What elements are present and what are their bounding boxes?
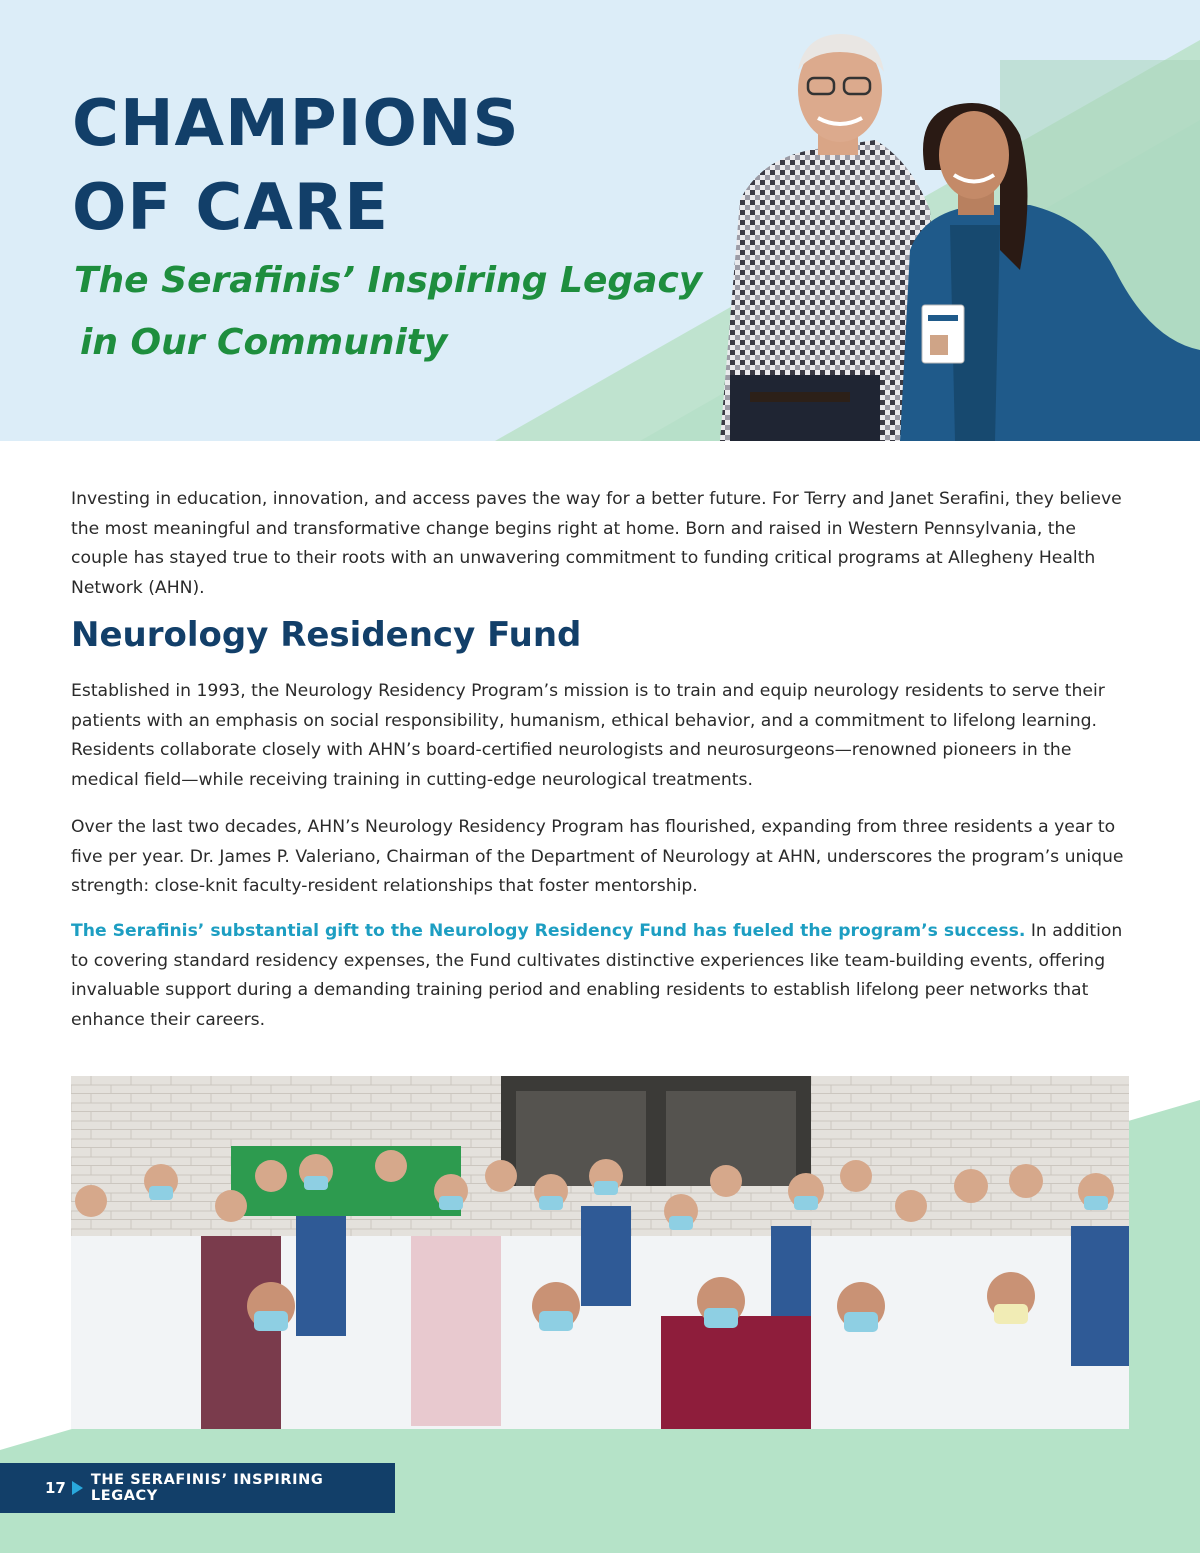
page-footer <box>0 1463 395 1513</box>
page-subtitle <box>74 250 702 374</box>
subtitle-line-1: The Serafinis’ Inspiring Legacy <box>74 260 703 301</box>
title-line-2: OF CARE <box>72 171 389 245</box>
section-paragraph-2: Over the last two decades, AHN’s Neurology Residency Program has flourished, expanding from three residents a year to five per year. Dr. James P. Valeriano, Chairman of the Department of Neurology at AHN, underscores the program’s unique strength: close-knit faculty-resident relationships that foster mentorship. <box>71 817 1124 896</box>
section-paragraph-3 <box>71 917 1131 1035</box>
footer-label: THE SERAFINIS’ INSPIRING LEGACY <box>90 1472 324 1504</box>
intro-paragraph: Investing in education, innovation, and access paves the way for a better future. For Terry and Janet Serafini, they believe the most meaningful and transformative change begins right at home. Born and raised in Western Pennsylvania, the couple has stayed true to their roots with an unwavering commitment to funding critical programs at Allegheny Health Network (AHN). <box>71 489 1122 598</box>
section-paragraph-1: Established in 1993, the Neurology Residency Program’s mission is to train and equip neurology residents to serve their patients with an emphasis on social responsibility, humanism, ethical behavior, and a commitment to lifelong learning. Residents collaborate closely with AHN’s board-certified neurologists and neurosurgeons—renowned pioneers in the medical field—while receiving training in cutting-edge neurological treatments. <box>71 681 1105 790</box>
page-number: 17 <box>45 1479 66 1497</box>
highlight-text: The Serafinis’ substantial gift to the Neurology Residency Fund has fueled the program’s success. <box>71 921 1026 941</box>
residents-group-photo <box>71 1076 1129 1429</box>
subtitle-line-2: in Our Community <box>80 322 448 363</box>
title-line-1: CHAMPIONS <box>72 87 520 161</box>
play-arrow-icon <box>72 1481 83 1495</box>
section-heading: Neurology Residency Fund <box>71 615 582 655</box>
paragraph-3-rest: In addition to covering standard residency expenses, the Fund cultivates distinctive experiences like team-building events, offering invaluable support during a demanding training period and enabling residents to establish lifelong peer networks that enhance their careers. <box>71 921 1123 1030</box>
serafini-portrait-photo <box>700 20 1200 441</box>
page-title <box>72 82 520 250</box>
hero-banner <box>0 0 1200 441</box>
